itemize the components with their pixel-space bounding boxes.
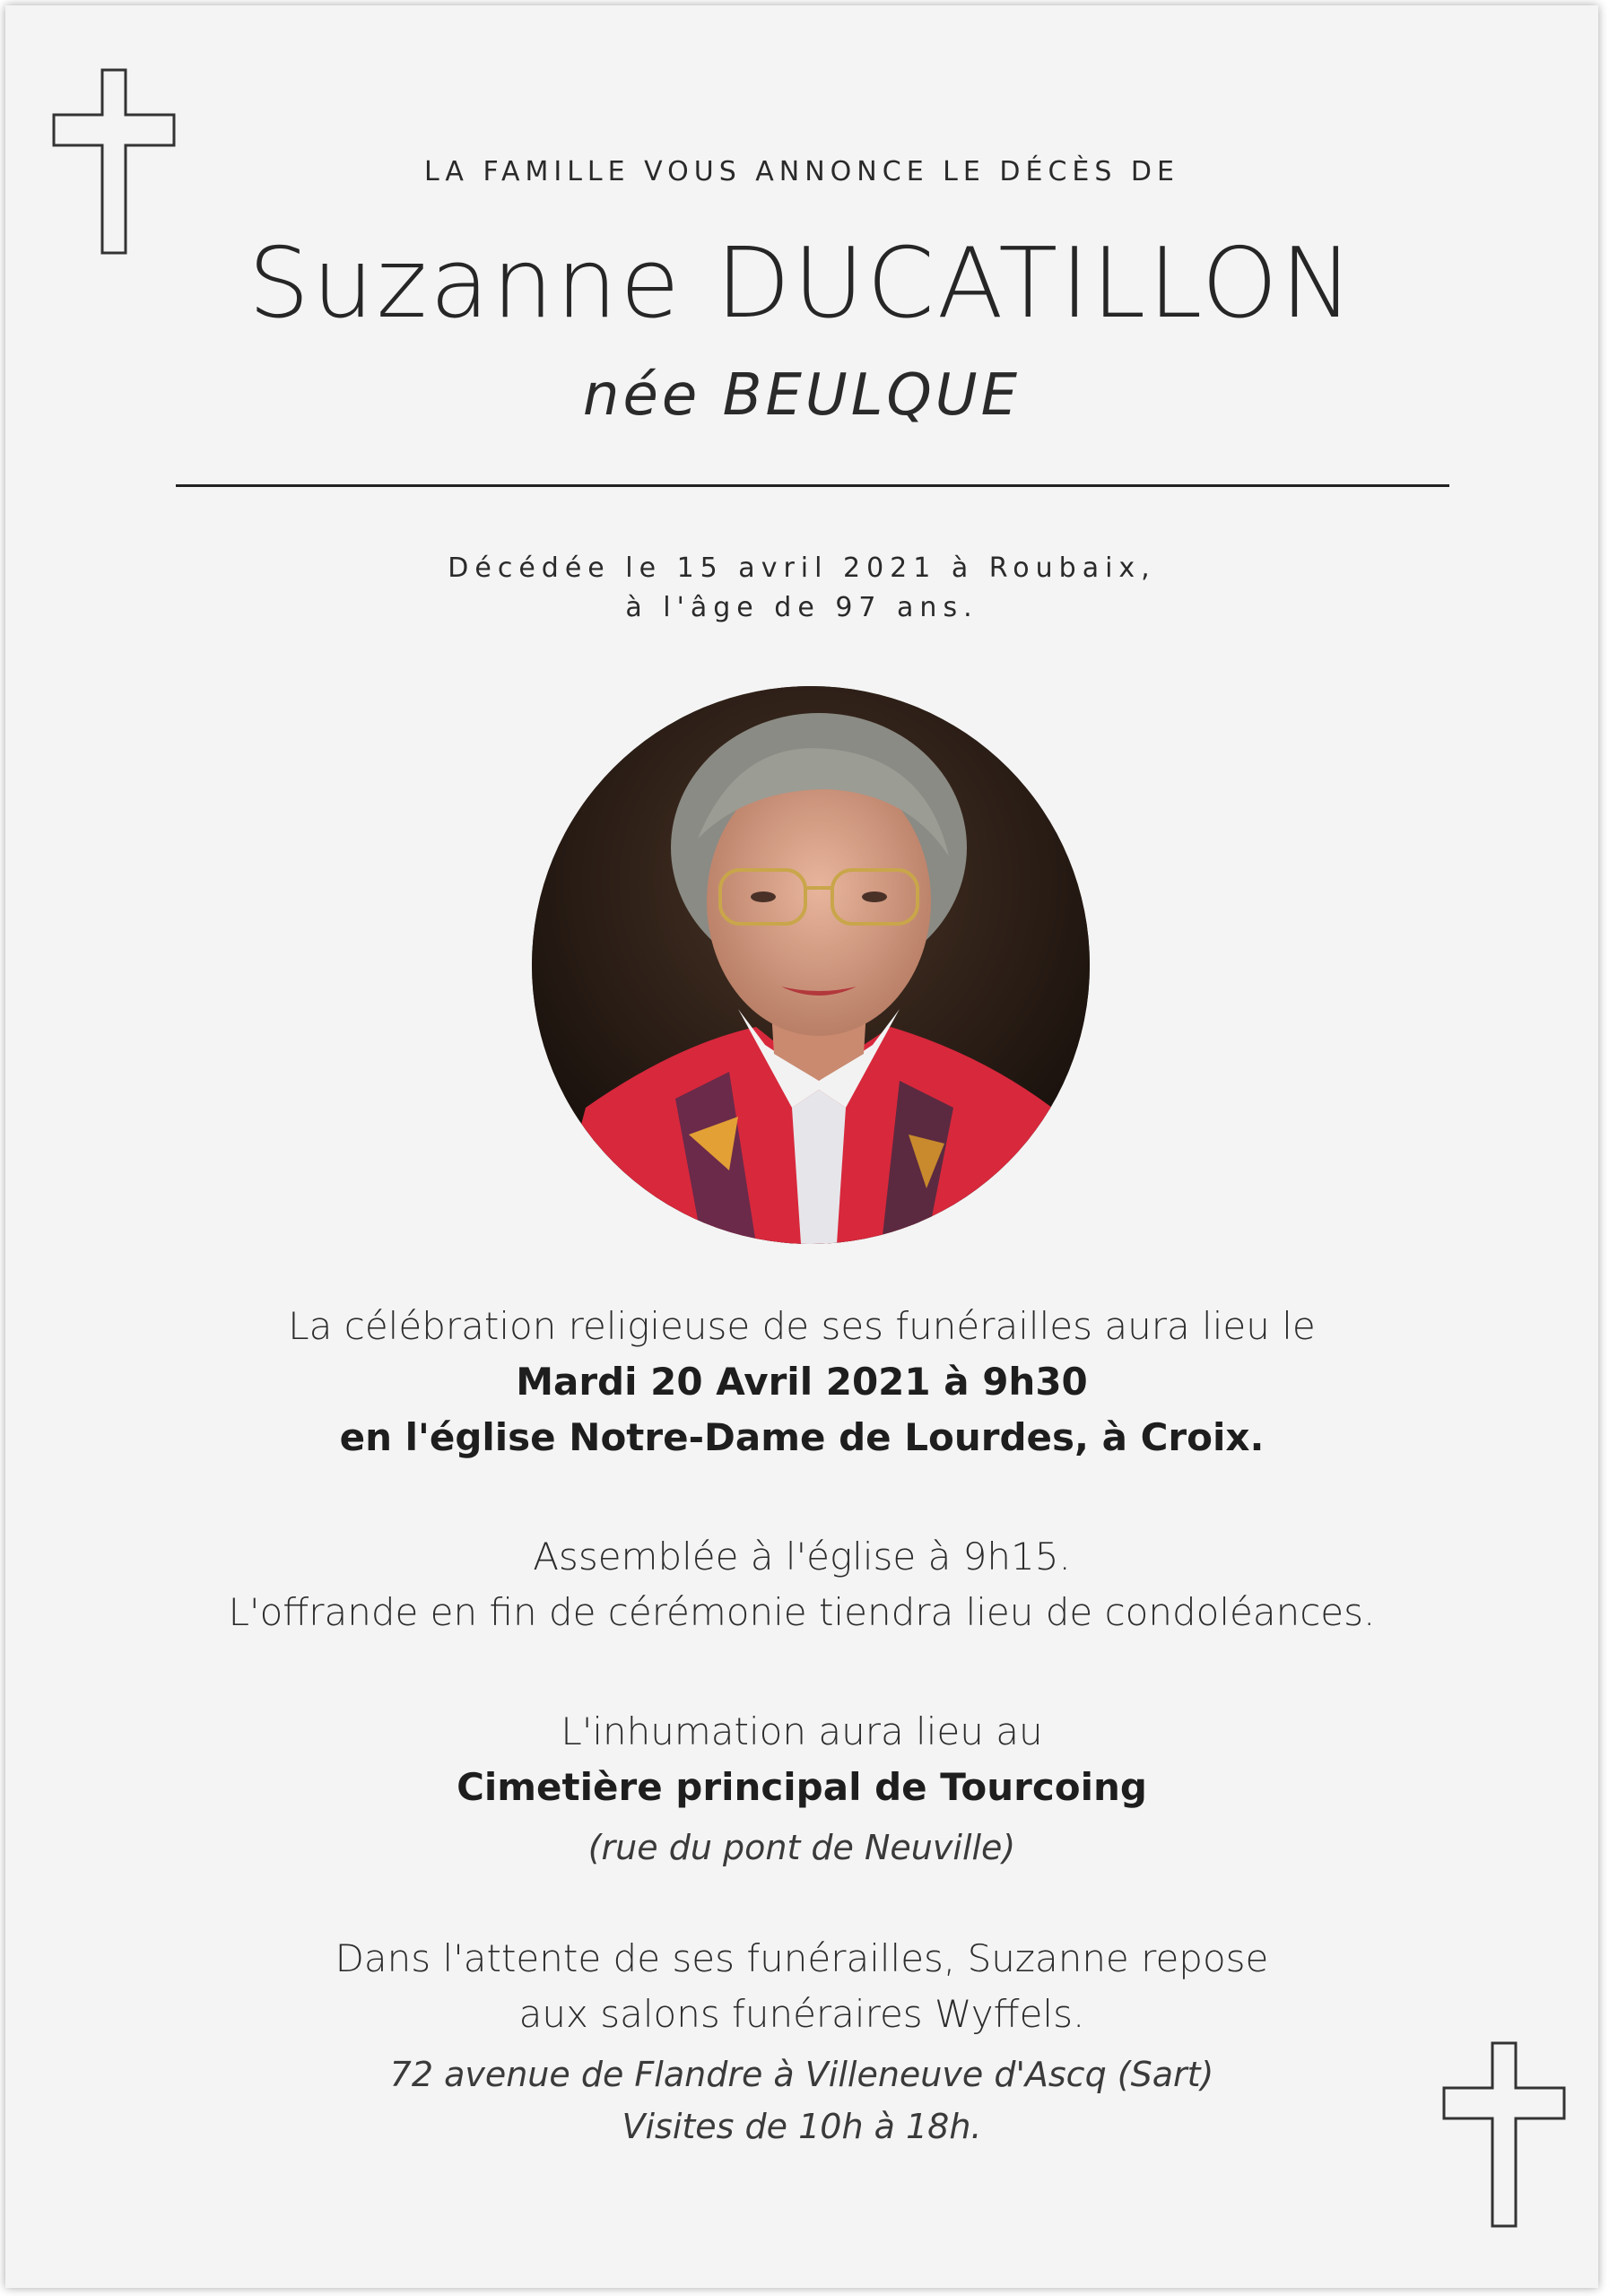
visiting-hours: Visites de 10h à 18h. [622, 2107, 982, 2146]
death-date-text: Décédée le 15 avril 2021 à Roubaix, [448, 552, 1156, 584]
rest-line-1: Dans l'attente de ses funérailles, Suzanne repose [335, 1936, 1269, 1980]
maiden-name: née BEULQUE [582, 362, 1022, 429]
ceremony-intro: La célébration religieuse de ses funérailles aura lieu le [288, 1304, 1316, 1348]
condolences-note: L'offrande en fin de cérémonie tiendra lieu de condoléances. [228, 1590, 1376, 1634]
cemetery-street: (rue du pont de Neuville) [587, 1828, 1016, 1867]
death-age-text: à l'âge de 97 ans. [625, 592, 978, 623]
deceased-name: Suzanne DUCATILLON [248, 228, 1356, 340]
rest-line-2: aux salons funéraires Wyffels. [518, 1992, 1085, 2036]
assembly-time: Assemblée à l'église à 9h15. [533, 1535, 1071, 1578]
announcement-heading: LA FAMILLE VOUS ANNONCE LE DÉCÈS DE [424, 156, 1179, 187]
divider-line [176, 484, 1449, 487]
ceremony-place: en l'église Notre-Dame de Lourdes, à Croix. [339, 1415, 1265, 1459]
obituary-card [5, 5, 1598, 2288]
portrait-photo [532, 686, 1090, 1244]
burial-intro: L'inhumation aura lieu au [561, 1709, 1043, 1753]
ceremony-date: Mardi 20 Avril 2021 à 9h30 [516, 1360, 1088, 1404]
funeral-home-address: 72 avenue de Flandre à Villeneuve d'Ascq (Sart) [389, 2055, 1214, 2094]
cemetery-name: Cimetière principal de Tourcoing [457, 1765, 1147, 1809]
